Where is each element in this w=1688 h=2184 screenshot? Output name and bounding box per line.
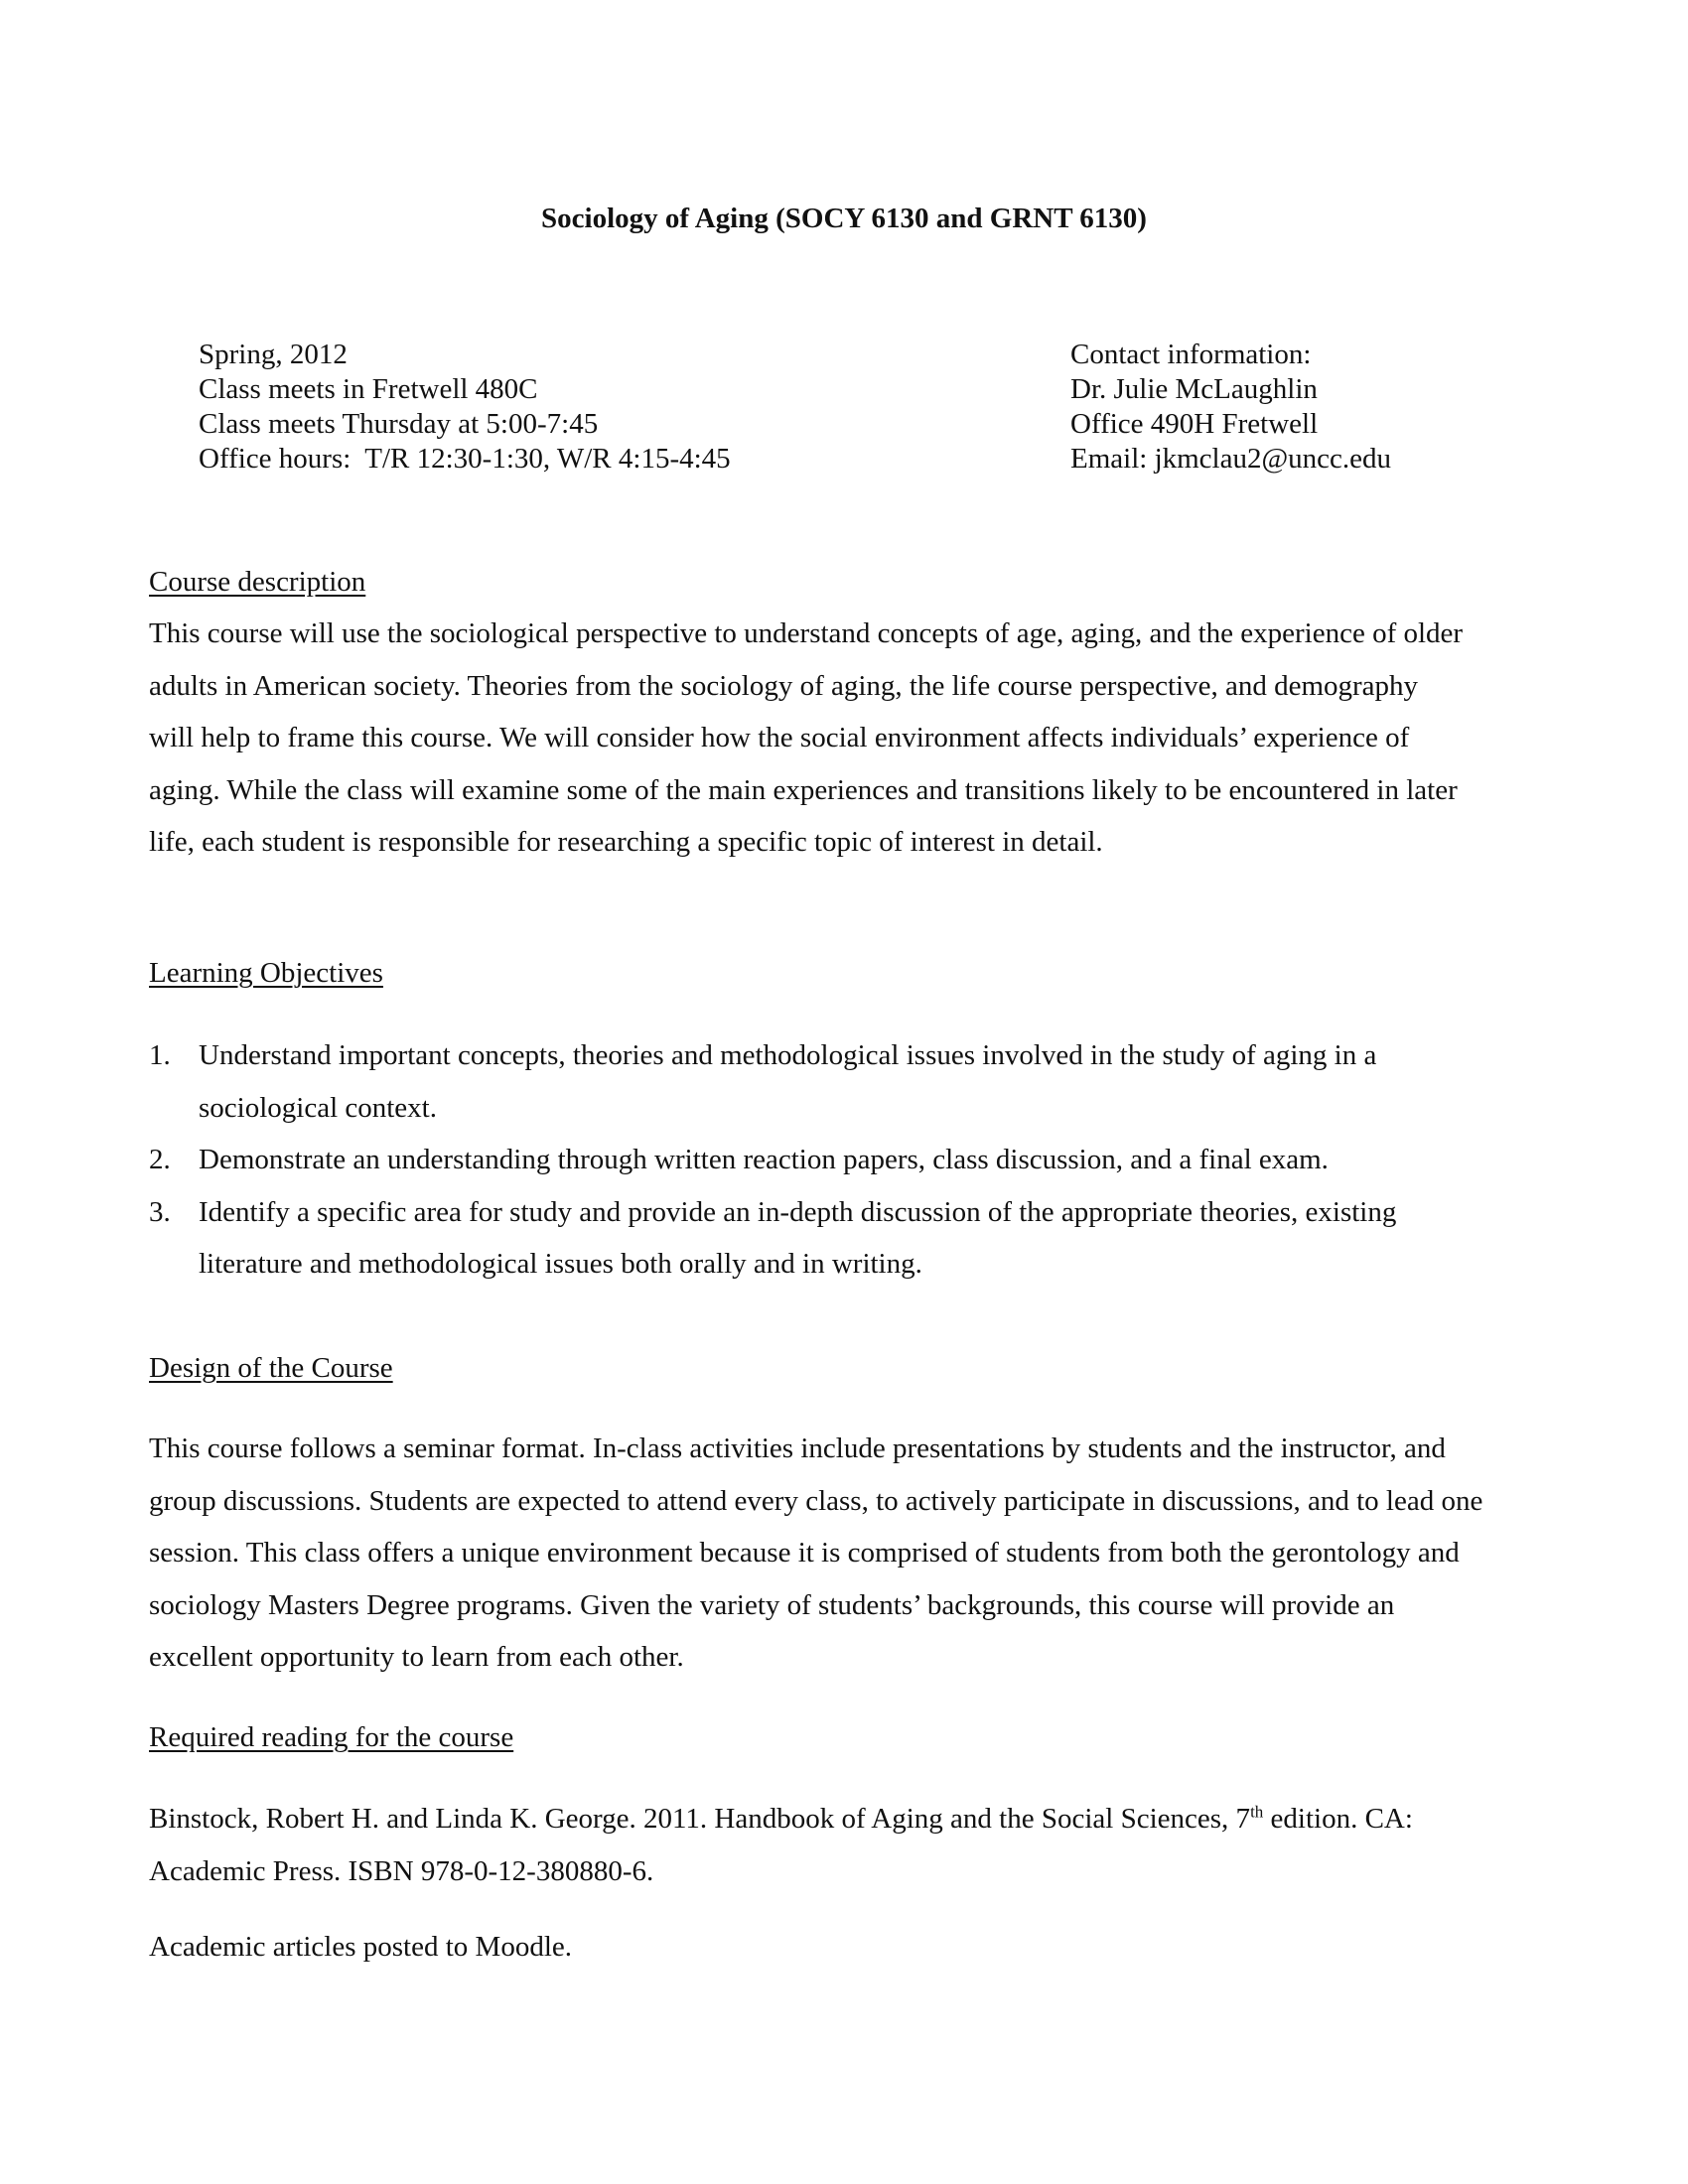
moodle-note: Academic articles posted to Moodle.	[149, 1931, 573, 1963]
paragraph-line: aging. While the class will examine some of the main experiences and transitions likely to be encountered in later	[149, 773, 1458, 806]
required-reading-citation	[149, 1793, 1549, 1897]
paragraph-line: life, each student is responsible for researching a specific topic of interest in detail.	[149, 826, 1103, 858]
citation-line	[149, 1793, 1549, 1845]
objective-line: Understand important concepts, theories and methodological issues involved in the study of aging in a	[199, 1039, 1377, 1071]
citation-line: Academic Press. ISBN 978-0-12-380880-6.	[149, 1854, 654, 1887]
instructor-email: Email: jkmclau2@uncc.edu	[1070, 443, 1392, 475]
objective-item	[149, 1134, 1549, 1186]
objective-line: Identify a specific area for study and provide an in-depth discussion of the appropriate theories, existing	[199, 1195, 1397, 1228]
citation-text: Binstock, Robert H. and Linda K. George. 2011. Handbook of Aging and the Social Sciences, 7	[149, 1803, 1251, 1835]
objective-number: 2.	[149, 1144, 171, 1175]
required-reading-heading: Required reading for the course	[149, 1721, 514, 1753]
paragraph-line: group discussions. Students are expected to attend every class, to actively participate in discussions, and to lead one	[149, 1484, 1483, 1517]
objective-line: literature and methodological issues both orally and in writing.	[199, 1248, 922, 1280]
citation-text: edition. CA:	[1263, 1803, 1413, 1835]
course-meeting-time: Class meets Thursday at 5:00-7:45	[199, 408, 599, 440]
objective-item	[149, 1186, 1549, 1291]
objective-number: 1.	[149, 1039, 171, 1071]
design-of-course-text	[149, 1423, 1549, 1684]
paragraph-line: This course follows a seminar format. In-class activities include presentations by students and the instructor, and	[149, 1433, 1446, 1464]
objective-line: Demonstrate an understanding through written reaction papers, class discussion, and a final exam.	[199, 1144, 1329, 1175]
objective-item	[149, 1029, 1549, 1134]
paragraph-line: adults in American society. Theories from the sociology of aging, the life course perspective, and demography	[149, 669, 1419, 702]
paragraph-line: sociology Masters Degree programs. Given the variety of students’ backgrounds, this course will provide an	[149, 1588, 1395, 1621]
contact-heading: Contact information:	[1070, 339, 1312, 370]
learning-objectives-heading: Learning Objectives	[149, 957, 383, 989]
office-hours: Office hours: T/R 12:30-1:30, W/R 4:15-4:45	[199, 443, 731, 475]
course-term: Spring, 2012	[199, 339, 348, 370]
design-of-course-heading: Design of the Course	[149, 1352, 393, 1384]
objective-line: sociological context.	[199, 1091, 437, 1124]
instructor-name: Dr. Julie McLaughlin	[1070, 373, 1318, 405]
paragraph-line: will help to frame this course. We will consider how the social environment affects individuals’ experience of	[149, 722, 1410, 753]
learning-objectives-list	[149, 1029, 1549, 1291]
paragraph-line: excellent opportunity to learn from each other.	[149, 1641, 684, 1673]
course-description-heading: Course description	[149, 566, 366, 598]
course-info-block	[199, 338, 731, 477]
course-description-text	[149, 608, 1549, 869]
course-location: Class meets in Fretwell 480C	[199, 373, 538, 405]
contact-info-block	[1070, 338, 1391, 477]
objective-number: 3.	[149, 1195, 171, 1228]
paragraph-line: session. This class offers a unique environment because it is comprised of students from both the gerontology and	[149, 1537, 1460, 1569]
page-title: Sociology of Aging (SOCY 6130 and GRNT 6130)	[541, 203, 1147, 234]
paragraph-line: This course will use the sociological perspective to understand concepts of age, aging, and the experience of older	[149, 617, 1464, 649]
edition-superscript: th	[1250, 1802, 1264, 1822]
instructor-office: Office 490H Fretwell	[1070, 408, 1319, 440]
